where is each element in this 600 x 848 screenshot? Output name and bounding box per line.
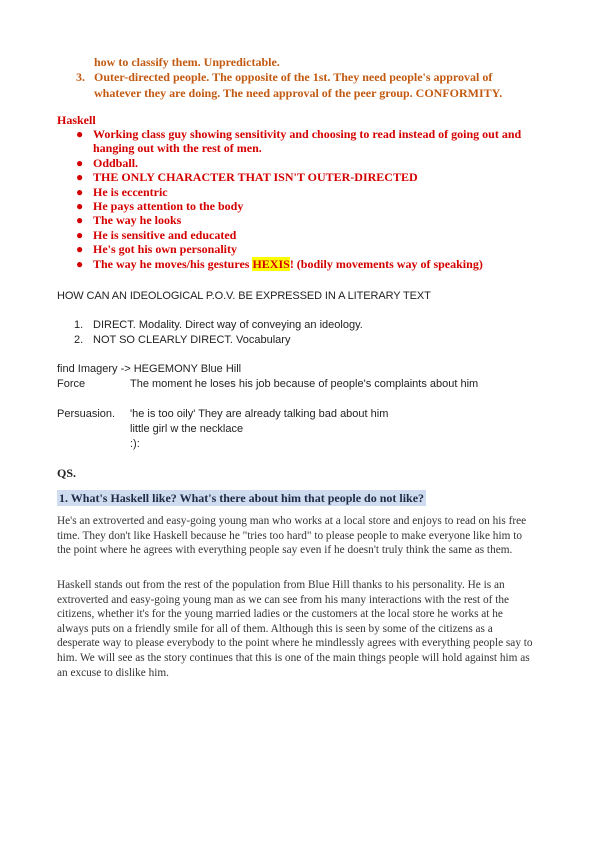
bullet-icon: ● (76, 127, 84, 141)
qs-heading: QS. (57, 466, 77, 480)
list-item-text: He is eccentric (93, 184, 168, 199)
imagery-note: find Imagery -> HEGEMONY Blue Hill (57, 363, 242, 375)
persuasion-label: Persuasion. (57, 408, 116, 420)
bullet-icon: ● (76, 256, 84, 271)
list-item-text: The way he looks (93, 213, 182, 228)
persuasion-line: :): (130, 438, 140, 450)
list-item-text: He's got his own personality (93, 242, 238, 257)
haskell-bullet-list (76, 127, 556, 271)
list-item (76, 242, 556, 256)
list-item-text-post: ! (bodily movements way of speaking) (289, 256, 483, 271)
list-number: 1. (74, 319, 84, 331)
list-item (76, 170, 556, 184)
list-number: 2. (74, 334, 84, 346)
list-item-text: Working class guy showing sensitivity and choosing to read instead of going out and hanging out with the rest of men. (93, 127, 522, 156)
list-item (74, 318, 363, 333)
list-item (74, 333, 363, 348)
question-heading: 1. What's Haskell like? What's there about him that people do not like? (59, 491, 425, 505)
list-item (76, 213, 556, 227)
list-item-text: NOT SO CLEARLY DIRECT. Vocabulary (93, 334, 291, 346)
bullet-icon: ● (76, 170, 84, 185)
list-number: 3. (76, 70, 85, 84)
list-item-text: Oddball. (93, 155, 139, 170)
list-continuation: how to classify them. Unpredictable. (94, 55, 280, 69)
bullet-icon: ● (76, 155, 84, 170)
persuasion-line: little girl w the necklace (130, 423, 244, 435)
bullet-icon: ● (76, 213, 84, 228)
answer-paragraph: He's an extroverted and easy-going young man who works at a local store and enjoys to read on his free time. They don't like Haskell because he "tries too hard" to please people to make everyone like him to the point where he agrees with everything people say even if he doesn't truly think the same as them. (57, 515, 527, 557)
ideology-heading: HOW CAN AN IDEOLOGICAL P.O.V. BE EXPRESSED IN A LITERARY TEXT (57, 290, 431, 302)
force-label: Force (57, 378, 86, 390)
bullet-icon: ● (76, 199, 84, 214)
list-item-text: He is sensitive and educated (93, 227, 237, 242)
highlighted-term: HEXIS (252, 256, 290, 271)
section-heading-haskell: Haskell (57, 113, 96, 127)
answer-paragraph: Haskell stands out from the rest of the population from Blue Hill thanks to his personality. He is an extroverted and easy-going young man as we can see from his many interactions with the rest of the citizens, whether it's for the young married ladies or the customers at the local store he works at he always puts on a friendly smile for all of them. Although this is seen by some of the citizens as a desperate way to please everybody to the point where he mindlessly agrees with everything people say to him. We will see as the story continues that this is one of the main things people will hold against him as an excuse to dislike him. (57, 579, 533, 679)
list-item-text: He pays attention to the body (93, 199, 244, 214)
bullet-icon: ● (76, 227, 84, 242)
list-item-text-pre: The way he moves/his gestures (93, 256, 253, 271)
bullet-icon: ● (76, 242, 84, 257)
list-item-3-line2: whatever they are doing. The need approval of the peer group. CONFORMITY. (94, 86, 503, 100)
list-item (76, 228, 556, 242)
force-text: The moment he loses his job because of people's complaints about him (130, 378, 479, 390)
list-item (76, 156, 556, 170)
list-item (76, 185, 556, 199)
list-item (76, 199, 556, 213)
bullet-icon: ● (76, 184, 84, 199)
list-item-3-line1: Outer-directed people. The opposite of the 1st. They need people's approval of (94, 70, 493, 84)
list-item-text: DIRECT. Modality. Direct way of conveying an ideology. (93, 319, 363, 331)
list-item (76, 127, 556, 156)
list-item-text: THE ONLY CHARACTER THAT ISN'T OUTER-DIRECTED (93, 170, 418, 185)
ideology-numbered-list (74, 318, 363, 348)
list-item (76, 257, 556, 271)
persuasion-line: 'he is too oily' They are already talking bad about him (130, 408, 389, 420)
